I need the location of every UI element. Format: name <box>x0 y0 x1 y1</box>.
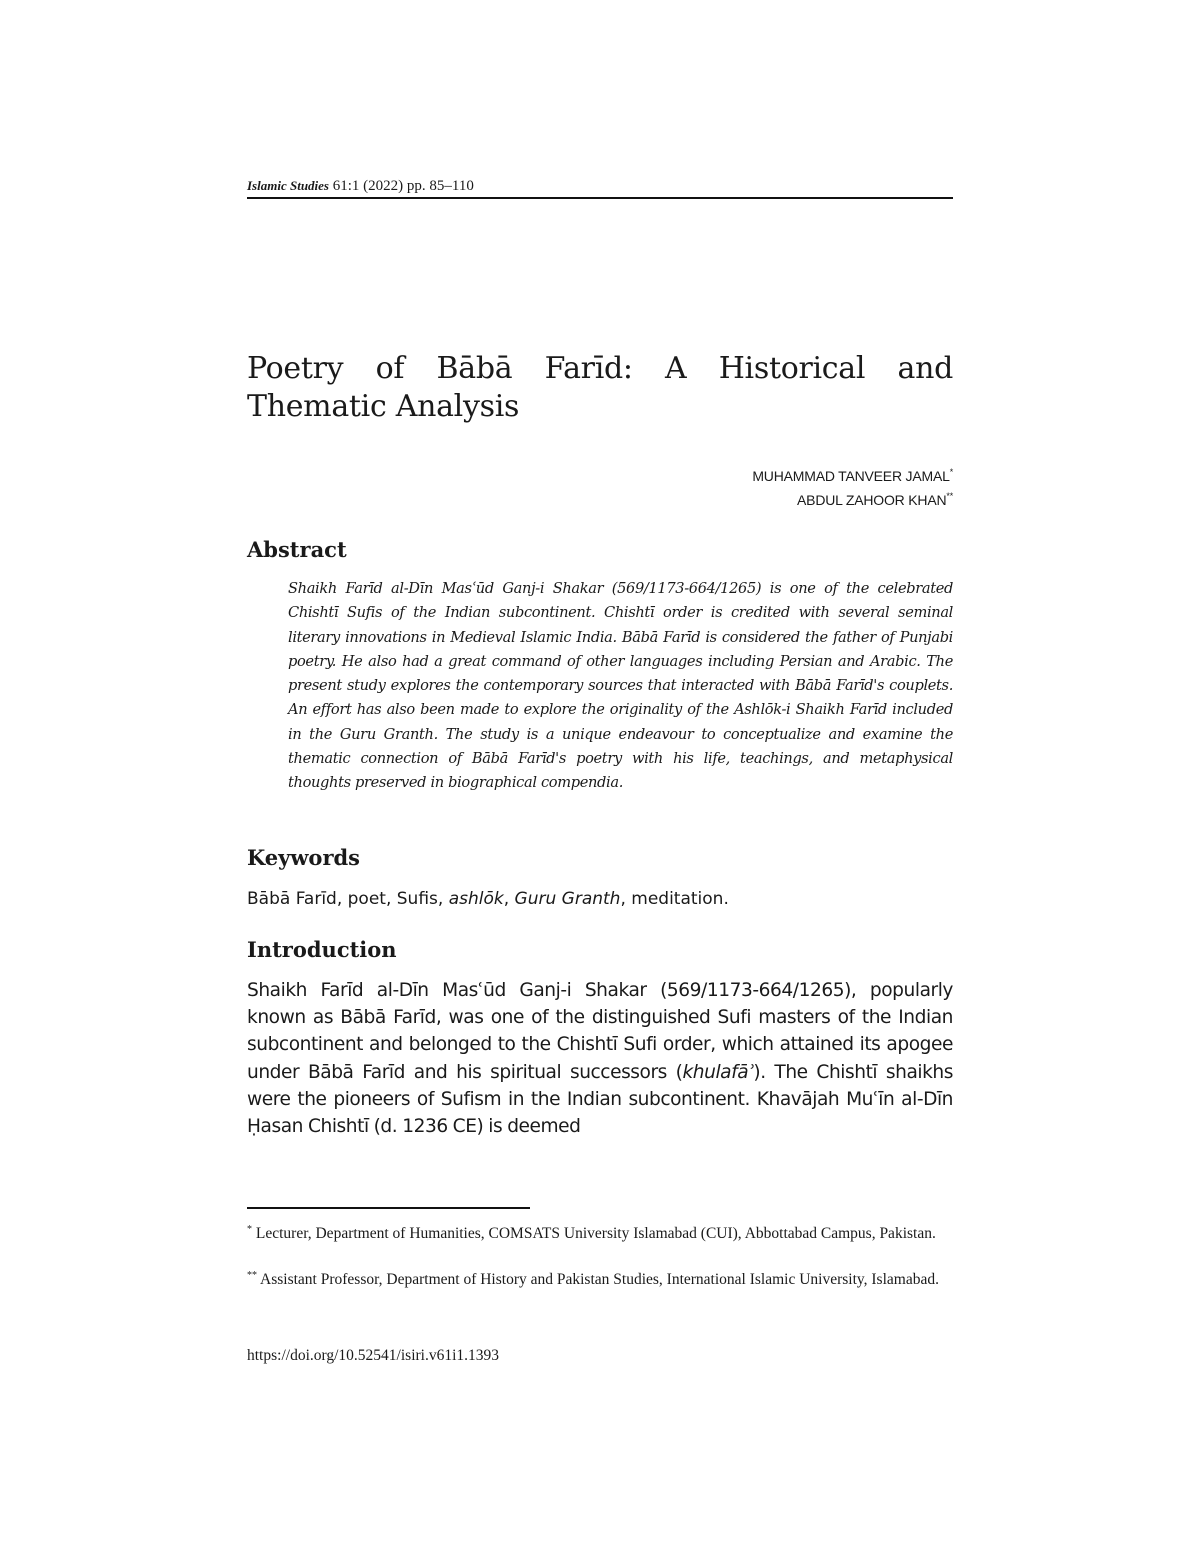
author-name: MUHAMMAD TANVEER JAMAL <box>752 468 950 484</box>
abstract-heading: Abstract <box>247 537 347 562</box>
author-footnote-mark: * <box>949 467 953 477</box>
running-head <box>247 176 953 196</box>
keywords-separator: , <box>503 889 515 909</box>
footnote-text: Assistant Professor, Department of History and Pakistan Studies, International Islamic University, Islamabad. <box>257 1271 939 1288</box>
footnote-2 <box>247 1268 953 1292</box>
keywords-part: , meditation. <box>620 889 729 909</box>
keywords-heading: Keywords <box>247 845 361 870</box>
intro-text-part: Shaikh Farīd al-Dīn Masʿūd Ganj-i Shakar (569/1173-664/1265), popularly known as Bābā Farīd, was one of the distinguished Sufi masters of the Indian subcontinent and belonged to the Chishtī Sufi order, which attained its apogee under Bābā Farīd and his spiritual successors ( <box>247 980 953 1083</box>
author-1 <box>453 464 953 488</box>
footnote-mark: ** <box>247 1270 257 1281</box>
keywords-part: Bābā Farīd, poet, Sufis, <box>247 889 449 909</box>
doi-link[interactable]: https://doi.org/10.52541/isiri.v61i1.1393 <box>247 1347 500 1364</box>
intro-italic-term: khulafāʾ <box>682 1061 754 1083</box>
footnote-mark: * <box>247 1224 252 1235</box>
footnote-rule <box>247 1207 530 1209</box>
footnote-text: Lecturer, Department of Humanities, COMSATS University Islamabad (CUI), Abbottabad Campus, Pakistan. <box>252 1225 936 1242</box>
keyword-italic: Guru Granth <box>514 889 621 909</box>
introduction-heading: Introduction <box>247 937 397 962</box>
journal-name: Islamic Studies <box>247 178 329 193</box>
author-footnote-mark: ** <box>946 491 953 501</box>
journal-citation: 61:1 (2022) pp. 85–110 <box>329 178 474 194</box>
paper-title: Poetry of Bābā Farīd: A Historical and Thematic Analysis <box>247 351 953 424</box>
author-2 <box>453 488 953 512</box>
keyword-italic: ashlōk <box>448 889 504 909</box>
author-block <box>453 464 953 512</box>
keywords-list <box>247 886 953 912</box>
introduction-paragraph <box>247 977 953 1140</box>
abstract-text: Shaikh Farīd al-Dīn Masʿūd Ganj-i Shakar (569/1173-664/1265) is one of the celebrated Chishtī Sufis of the Indian subcontinent. Chishtī order is credited with several seminal literary innovations in Medieval Islamic India. Bābā Farīd is considered the father of Punjabi poetry. He also had a great command of other languages including Persian and Arabic. The present study explores the contemporary sources that interacted with Bābā Farīd's couplets. An effort has also been made to explore the originality of the Ashlōk-i Shaikh Farīd included in the Guru Granth. The study is a unique endeavour to conceptualize and examine the thematic connection of Bābā Farīd's poetry with his life, teachings, and metaphysical thoughts preserved in biographical compendia. <box>288 580 953 792</box>
footnote-1 <box>247 1222 953 1246</box>
paper-page <box>247 0 953 1553</box>
header-rule <box>247 197 953 199</box>
author-name: ABDUL ZAHOOR KHAN <box>797 492 947 508</box>
intro-text-part: ). The Chishtī shaikhs were the pioneers of Sufism in the Indian subcontinent. Khavājah Muʿīn al-Dīn Ḥasan Chishtī (d. 1236 CE) is deemed <box>247 1061 953 1138</box>
